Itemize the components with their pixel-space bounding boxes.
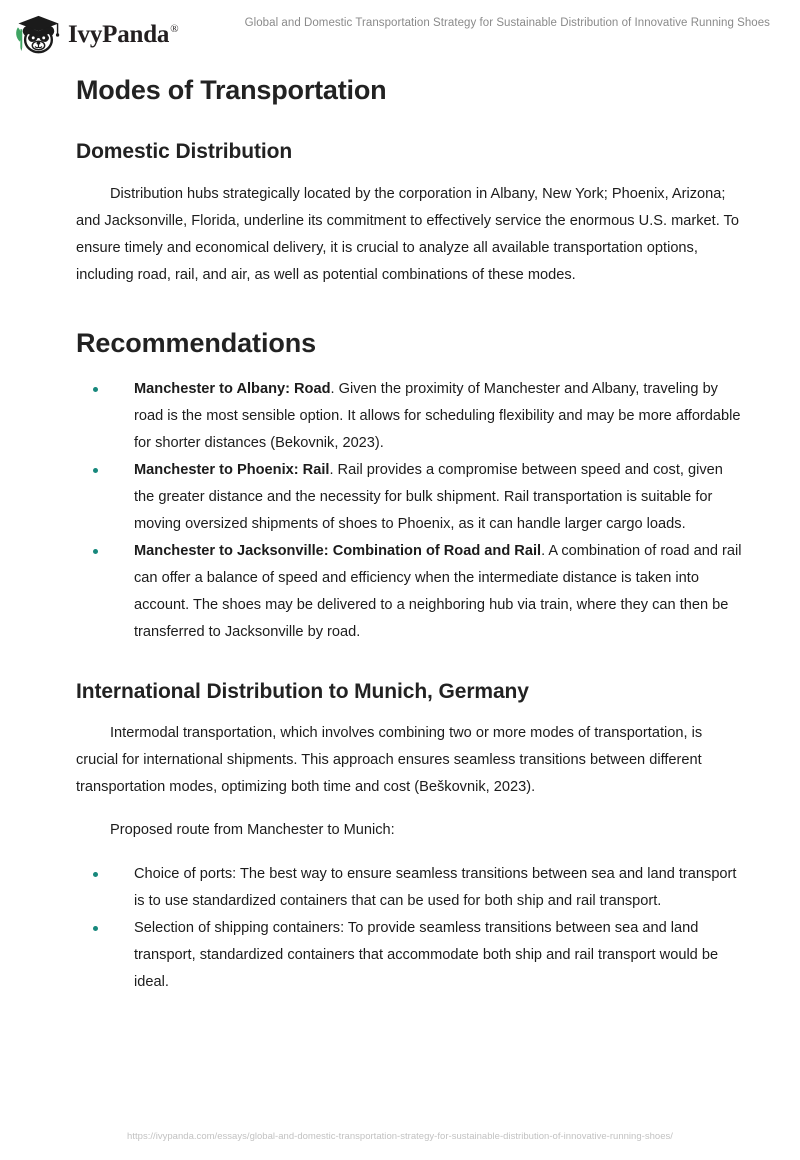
list-item-text: . Rail provides a compromise between speed and cost, given the greater distance and the necessity for bulk shipment. Rail transportation is suitable for moving oversized shipments of shoes to Phoenix, as it can handle larger cargo loads.: [134, 461, 723, 532]
brand-name-text: IvyPanda: [68, 20, 170, 48]
list-item-text: Selection of shipping containers: To provide seamless transitions between sea and land transport, standardized containers that accommodate both ship and rail transport would be ideal.: [134, 920, 719, 991]
bullet-marker-icon: [93, 468, 98, 473]
brand-wordmark: [68, 22, 178, 47]
panda-graduate-logo-icon: [14, 13, 62, 55]
header-document-title: Global and Domestic Transportation Strategy for Sustainable Distribution of Innovative Running Shoes: [244, 17, 770, 29]
paragraph-domestic-distribution: Distribution hubs strategically located by the corporation in Albany, New York; Phoenix, Arizona; and Jacksonville, Florida, underline its commitment to effectively service the enormous U.S. market. To ensure timely and economical delivery, it is crucial to analyze all available transportation options, including road, rail, and air, as well as potential combinations of these modes.: [76, 185, 739, 283]
brand-logo-group[interactable]: [14, 11, 178, 55]
list-item-lead: Manchester to Jacksonville: Combination of Road and Rail: [134, 542, 542, 559]
bullet-marker-icon: [93, 872, 98, 877]
list-item: [76, 376, 742, 457]
list-item: [76, 861, 742, 915]
list-item: [76, 538, 742, 646]
international-route-list: [76, 861, 742, 996]
list-item-lead: Manchester to Albany: Road: [134, 380, 331, 397]
recommendations-list: [76, 376, 742, 646]
list-item: [76, 915, 742, 996]
list-item-text: . A combination of road and rail can offer a balance of speed and efficiency when the intermediate distance is taken into account. The shoes may be delivered to a neighboring hub via train, where they can then be transferred to Jacksonville by road.: [134, 542, 742, 640]
list-item-text: . Given the proximity of Manchester and Albany, traveling by road is the most sensible option. It allows for scheduling flexibility and may be more affordable for shorter distances (Bekovnik, 2023).: [134, 380, 741, 451]
list-item-text: Choice of ports: The best way to ensure seamless transitions between sea and land transport is to use standardized containers that can be used for both ship and rail transport.: [134, 866, 737, 910]
paragraph-international-distribution: Intermodal transportation, which involves combining two or more modes of transportation, is crucial for international shipments. This approach ensures seamless transitions between different transportation modes, optimizing both time and cost (Beškovnik, 2023).: [76, 725, 703, 796]
list-item: [76, 457, 742, 538]
list-item-lead: Manchester to Phoenix: Rail: [134, 461, 330, 478]
page-title: Modes of Transportation: [76, 75, 387, 105]
bullet-marker-icon: [93, 549, 98, 554]
page-header: [0, 0, 800, 48]
registered-mark: ®: [170, 23, 179, 36]
document-content: [0, 74, 800, 996]
bullet-marker-icon: [93, 926, 98, 931]
paragraph-proposed-route: Proposed route from Manchester to Munich:: [110, 822, 395, 839]
section-heading-domestic-distribution: Domestic Distribution: [76, 140, 293, 164]
section-heading-international-distribution: International Distribution to Munich, Germany: [76, 679, 529, 703]
section-heading-recommendations: Recommendations: [76, 327, 317, 358]
footer-source-url[interactable]: https://ivypanda.com/essays/global-and-domestic-transportation-strategy-for-sustainable-distribution-of-innovative-running-shoes/: [127, 1131, 673, 1142]
bullet-marker-icon: [93, 387, 98, 392]
